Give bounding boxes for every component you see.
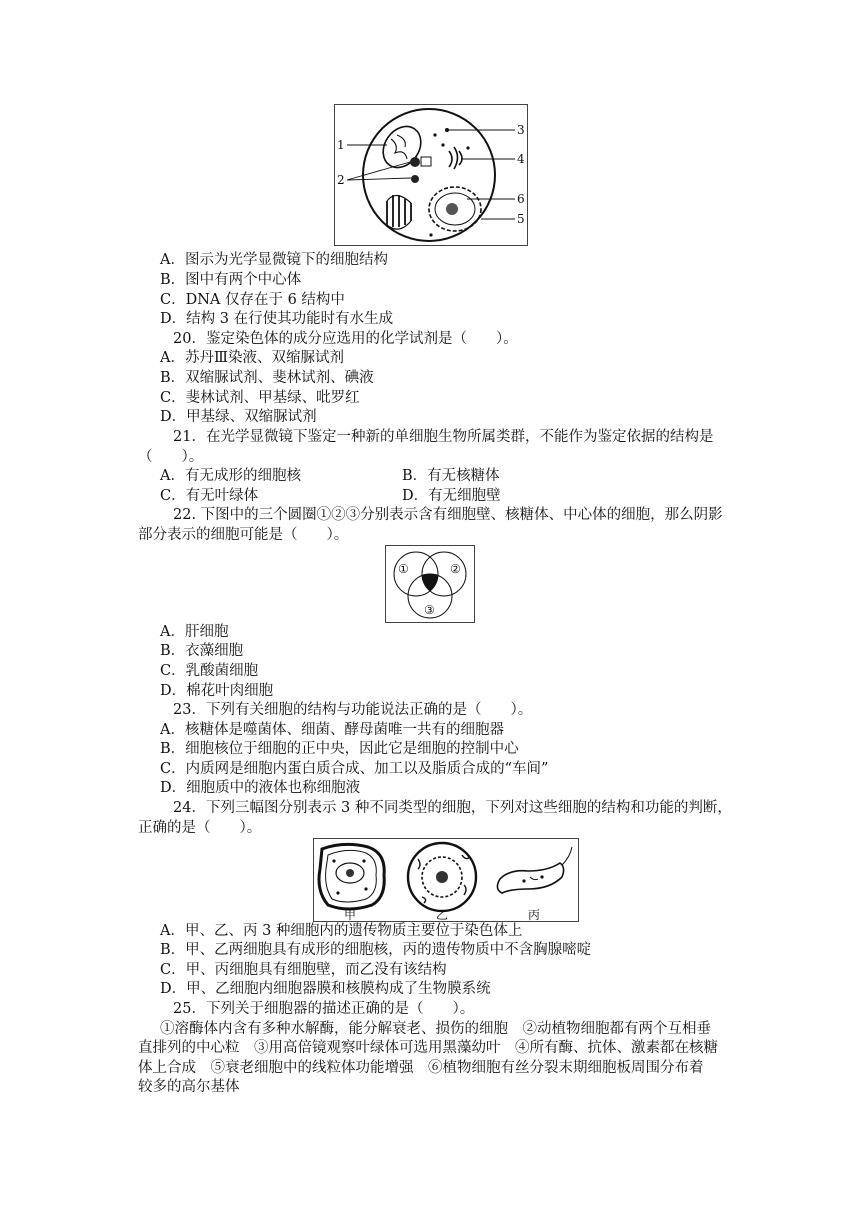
q21-option-b[interactable]: B．有无核糖体: [402, 468, 500, 484]
q24-option-d[interactable]: D．甲、乙细胞内细胞器膜和核膜构成了生物膜系统: [160, 981, 491, 997]
q24-option-a[interactable]: A．甲、乙、丙 3 种细胞内的遗传物质主要位于染色体上: [160, 923, 523, 939]
fig-label-3: 3: [517, 123, 525, 137]
q22-option-c[interactable]: C．乳酸菌细胞: [160, 663, 259, 679]
q23-option-a[interactable]: A．核糖体是噬菌体、细菌、酵母菌唯一共有的细胞器: [160, 722, 504, 738]
q19-option-c[interactable]: C．DNA 仅存在于 6 结构中: [160, 292, 345, 308]
venn-label-2: ②: [450, 562, 461, 576]
venn-figure: [385, 545, 475, 623]
q22-option-a[interactable]: A．肝细胞: [160, 624, 229, 640]
q25-line-2: 直排列的中心粒 ③用高倍镜观察叶绿体可选用黑藻幼叶 ④所有酶、抗体、激素都在核糖: [138, 1040, 718, 1056]
q25-line-1: ①溶酶体内含有多种水解酶，能分解衰老、损伤的细胞 ②动植物细胞都有两个互相垂: [160, 1021, 711, 1037]
venn-label-1: ①: [398, 562, 409, 576]
q20-stem: 20．鉴定染色体的成分应选用的化学试剂是（ ）。: [173, 331, 518, 347]
q25-line-3: 体上合成 ⑤衰老细胞中的线粒体功能增强 ⑥植物细胞有丝分裂末期细胞板周围分布着: [138, 1060, 704, 1076]
q23-option-d[interactable]: D．细胞质中的液体也称细胞液: [160, 780, 361, 796]
q19-option-d[interactable]: D．结构 3 在行使其功能时有水生成: [160, 311, 394, 327]
q20-option-d[interactable]: D．甲基绿、双缩脲试剂: [160, 409, 317, 425]
q23-option-b[interactable]: B．细胞核位于细胞的正中央，因此它是细胞的控制中心: [160, 741, 519, 757]
q19-option-a[interactable]: A．图示为光学显微镜下的细胞结构: [160, 252, 388, 268]
q22-option-d[interactable]: D．棉花叶肉细胞: [160, 683, 274, 699]
venn-diagram: [386, 546, 474, 622]
q25-line-4: 较多的高尔基体: [138, 1079, 240, 1095]
q21-option-d[interactable]: D．有无细胞壁: [402, 488, 501, 504]
fig-label-6: 6: [517, 192, 525, 206]
three-cells-figure: [313, 838, 579, 922]
venn-label-3: ③: [424, 603, 435, 617]
q20-option-a[interactable]: A．苏丹Ⅲ染液、双缩脲试剂: [160, 350, 344, 366]
fig-label-4: 4: [517, 152, 525, 166]
q24-stem-line1: 24．下列三幅图分别表示 3 种不同类型的细胞，下列对这些细胞的结构和功能的判断，: [173, 800, 732, 816]
q22-option-b[interactable]: B．衣藻细胞: [160, 643, 244, 659]
q21-stem-line1: 21．在光学显微镜下鉴定一种新的单细胞生物所属类群，不能作为鉴定依据的结构是: [173, 429, 714, 445]
fig-label-1: 1: [337, 138, 345, 152]
q21-stem-line2: （ ）。: [138, 449, 204, 465]
q21-option-c[interactable]: C．有无叶绿体: [160, 488, 259, 504]
q22-stem-line1: 22. 下图中的三个圆圈①②③分别表示含有细胞壁、核糖体、中心体的细胞，那么阴影: [173, 507, 723, 523]
q24-option-c[interactable]: C．甲、丙细胞具有细胞壁，而乙没有该结构: [160, 962, 447, 978]
three-cells-diagram: [314, 839, 578, 921]
q20-option-b[interactable]: B．双缩脲试剂、斐林试剂、碘液: [160, 370, 374, 386]
q19-option-b[interactable]: B．图中有两个中心体: [160, 272, 302, 288]
cell-label-bing: 丙: [528, 908, 541, 921]
q23-stem: 23．下列有关细胞的结构与功能说法正确的是（ ）。: [173, 702, 533, 718]
q24-option-b[interactable]: B．甲、乙两细胞具有成形的细胞核，丙的遗传物质中不含胸腺嘧啶: [160, 942, 592, 958]
cell-diagram: [335, 105, 527, 245]
q23-option-c[interactable]: C．内质网是细胞内蛋白质合成、加工以及脂质合成的“车间”: [160, 761, 549, 777]
cell-structure-figure: [334, 104, 528, 246]
q24-stem-line2: 正确的是（ ）。: [138, 820, 262, 836]
cell-label-yi: 乙: [436, 908, 449, 921]
q22-stem-line2: 部分表示的细胞可能是（ ）。: [138, 527, 349, 543]
fig-label-5: 5: [517, 212, 525, 226]
fig-label-2: 2: [337, 173, 345, 187]
q20-option-c[interactable]: C．斐林试剂、甲基绿、吡罗红: [160, 390, 360, 406]
q21-option-a[interactable]: A．有无成形的细胞核: [160, 468, 301, 484]
q25-stem: 25．下列关于细胞器的描述正确的是（ ）。: [173, 1001, 475, 1017]
cell-label-jia: 甲: [344, 908, 357, 921]
